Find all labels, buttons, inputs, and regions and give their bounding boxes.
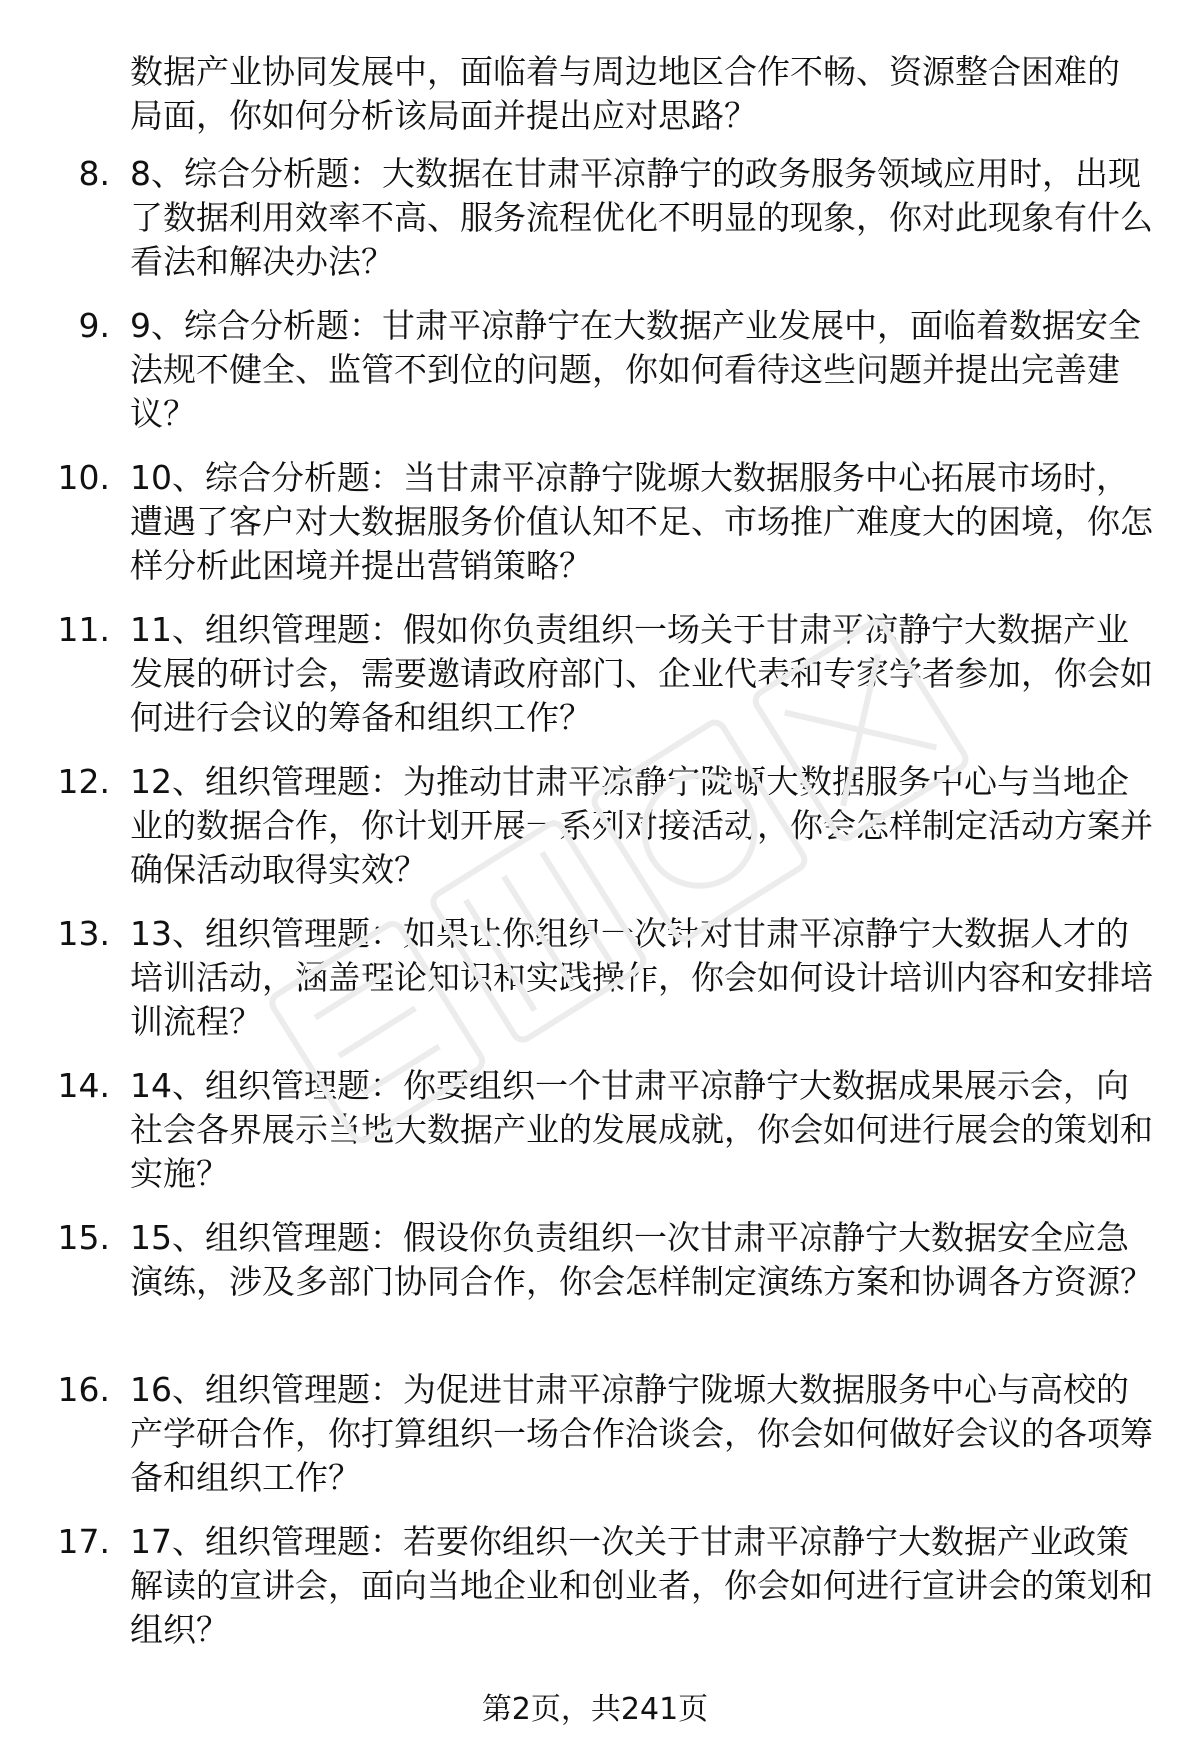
item-text: 11、组织管理题：假如你负责组织一场关于甘肃平凉静宁大数据产业发展的研讨会，需要邀请政府部门、企业代表和专家学者参加，你会如何进行会议的筹备和组织工作？ <box>130 610 1153 737</box>
list-item <box>0 1520 1190 1672</box>
page-footer: 第2页，共241页 <box>481 1692 709 1727</box>
list-item <box>0 304 1190 456</box>
item-text: 8、综合分析题：大数据在甘肃平凉静宁的政务服务领域应用时，出现了数据利用效率不高、服务流程优化不明显的现象，你对此现象有什么看法和解决办法？ <box>130 154 1153 281</box>
continuation-paragraph: 数据产业协同发展中，面临着与周边地区合作不畅、资源整合困难的局面，你如何分析该局面并提出应对思路？ <box>130 52 1120 135</box>
list-item <box>0 912 1190 1064</box>
item-number: 13. <box>57 914 110 953</box>
item-text: 9、综合分析题：甘肃平凉静宁在大数据产业发展中，面临着数据安全法规不健全、监管不到位的问题，你如何看待这些问题并提出完善建议？ <box>130 306 1141 433</box>
item-number: 14. <box>57 1066 110 1105</box>
item-text: 16、组织管理题：为促进甘肃平凉静宁陇塬大数据服务中心与高校的产学研合作，你打算组织一场合作洽谈会，你会如何做好会议的各项筹备和组织工作？ <box>130 1370 1153 1497</box>
item-number: 11. <box>57 610 110 649</box>
item-text: 17、组织管理题：若要你组织一次关于甘肃平凉静宁大数据产业政策解读的宣讲会，面向当地企业和创业者，你会如何进行宣讲会的策划和组织？ <box>130 1522 1153 1649</box>
list-item <box>0 1368 1190 1520</box>
item-text: 10、综合分析题：当甘肃平凉静宁陇塬大数据服务中心拓展市场时，遭遇了客户对大数据服务价值认知不足、市场推广难度大的困境，你怎样分析此困境并提出营销策略？ <box>130 458 1153 585</box>
list-item <box>0 1064 1190 1216</box>
item-number: 8. <box>78 154 110 193</box>
question-list <box>0 152 1190 1672</box>
item-text: 12、组织管理题：为推动甘肃平凉静宁陇塬大数据服务中心与当地企业的数据合作，你计划开展一系列对接活动，你会怎样制定活动方案并确保活动取得实效？ <box>130 762 1153 889</box>
list-item <box>0 152 1190 304</box>
list-item <box>0 1216 1190 1368</box>
item-number: 17. <box>57 1522 110 1561</box>
list-item <box>0 608 1190 760</box>
list-item <box>0 760 1190 912</box>
item-number: 16. <box>57 1370 110 1409</box>
item-number: 9. <box>78 306 110 345</box>
item-number: 15. <box>57 1218 110 1257</box>
item-text: 14、组织管理题：你要组织一个甘肃平凉静宁大数据成果展示会，向社会各界展示当地大数据产业的发展成就，你会如何进行展会的策划和实施？ <box>130 1066 1153 1193</box>
item-number: 10. <box>57 458 110 497</box>
item-number: 12. <box>57 762 110 801</box>
list-item <box>0 456 1190 608</box>
item-text: 15、组织管理题：假设你负责组织一次甘肃平凉静宁大数据安全应急演练，涉及多部门协同合作，你会怎样制定演练方案和协调各方资源？ <box>130 1218 1153 1301</box>
item-text: 13、组织管理题：如果让你组织一次针对甘肃平凉静宁大数据人才的培训活动，涵盖理论知识和实践操作，你会如何设计培训内容和安排培训流程？ <box>130 914 1153 1041</box>
